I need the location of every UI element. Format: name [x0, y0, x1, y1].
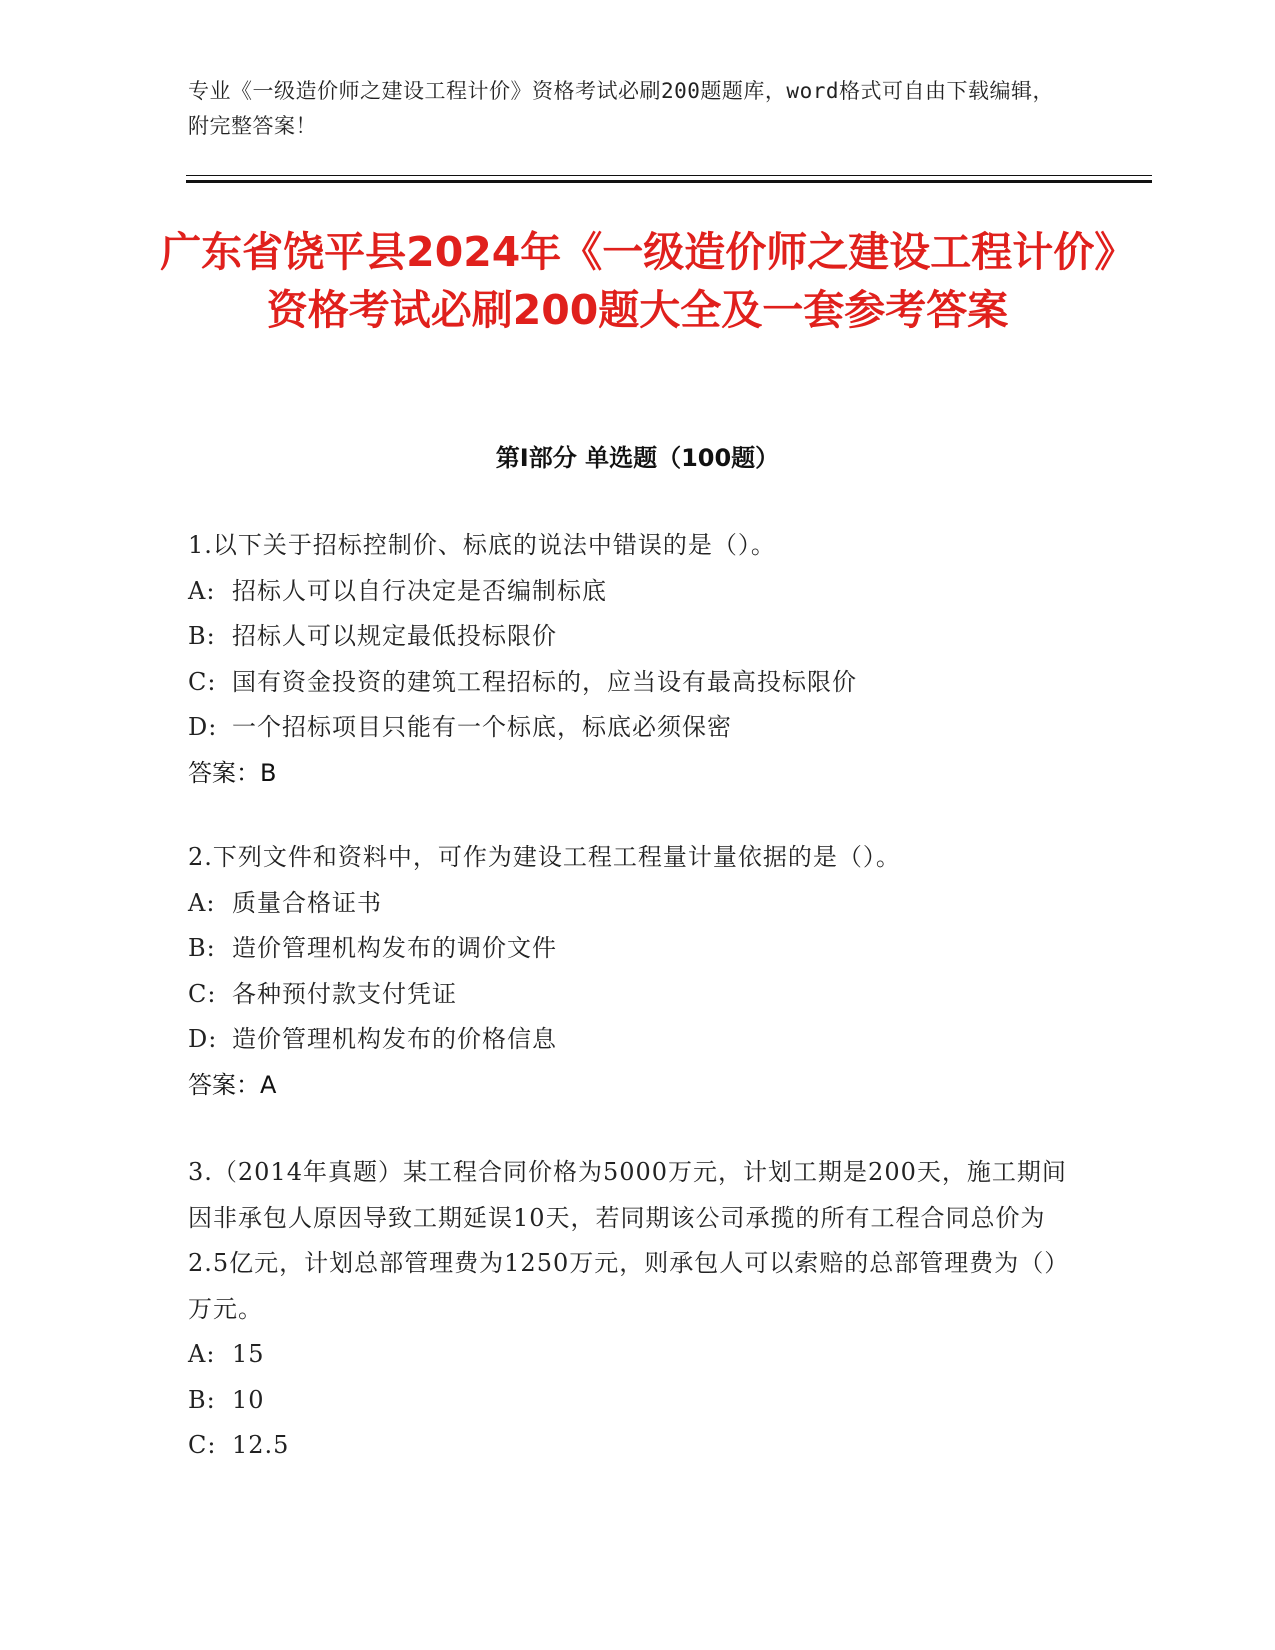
option-key: B: — [188, 934, 216, 962]
option-c — [188, 660, 1068, 706]
question-1 — [188, 523, 1068, 796]
option-d — [188, 1017, 1068, 1063]
option-text: 招标人可以规定最低投标限价 — [232, 622, 557, 650]
question-stem: 2.下列文件和资料中，可作为建设工程工程量计量依据的是（）。 — [188, 843, 901, 871]
option-text: 质量合格证书 — [232, 888, 382, 917]
option-a — [188, 1332, 1068, 1378]
option-b — [188, 926, 1068, 972]
option-text: 12.5 — [232, 1431, 290, 1459]
answer-line: 答案：B — [188, 758, 277, 787]
option-key: C: — [188, 1431, 217, 1459]
option-key: B: — [188, 1385, 216, 1414]
option-d — [188, 705, 1068, 751]
option-text: 造价管理机构发布的调价文件 — [232, 934, 557, 962]
option-key: A: — [188, 1340, 216, 1368]
option-b — [188, 1378, 1068, 1424]
section-title: 第Ⅰ部分 单选题（100题） — [495, 444, 780, 472]
option-a — [188, 569, 1068, 615]
question-2 — [188, 835, 1068, 1108]
header-divider-thick — [186, 180, 1152, 183]
option-a — [188, 881, 1068, 927]
option-text: 造价管理机构发布的价格信息 — [232, 1025, 557, 1053]
option-text: 招标人可以自行决定是否编制标底 — [232, 576, 607, 605]
option-key: B: — [188, 622, 216, 650]
option-text: 15 — [232, 1340, 265, 1368]
option-key: A: — [188, 888, 216, 917]
question-3 — [188, 1150, 1068, 1469]
option-text: 一个招标项目只能有一个标底，标底必须保密 — [232, 713, 732, 741]
option-key: A: — [188, 576, 216, 605]
option-text: 国有资金投资的建筑工程招标的，应当设有最高投标限价 — [232, 667, 857, 696]
option-key: C: — [188, 979, 217, 1008]
option-c — [188, 1423, 1068, 1469]
header-note: 专业《一级造价师之建设工程计价》资格考试必刷200题题库，word格式可自由下载编辑，附完整答案！ — [188, 79, 1054, 138]
option-b — [188, 614, 1068, 660]
option-key: D: — [188, 1025, 218, 1053]
question-stem: 1.以下关于招标控制价、标底的说法中错误的是（）。 — [188, 531, 776, 559]
document-title: 广东省饶平县2024年《一级造价师之建设工程计价》资格考试必刷200题大全及一套参考答案 — [160, 228, 1115, 334]
option-key: C: — [188, 667, 217, 696]
option-text: 各种预付款支付凭证 — [232, 979, 457, 1008]
option-key: D: — [188, 713, 218, 741]
question-stem: 3.（2014年真题）某工程合同价格为5000万元，计划工期是200天，施工期间因非承包人原因导致工期延误10天，若同期该公司承揽的所有工程合同总价为2.5亿元，计划总部管理费为1250万元，则承包人可以索赔的总部管理费为（）万元。 — [188, 1158, 1067, 1323]
option-text: 10 — [232, 1385, 265, 1414]
answer-line: 答案：A — [188, 1070, 277, 1099]
option-c — [188, 972, 1068, 1018]
header-divider-thin — [186, 175, 1152, 176]
